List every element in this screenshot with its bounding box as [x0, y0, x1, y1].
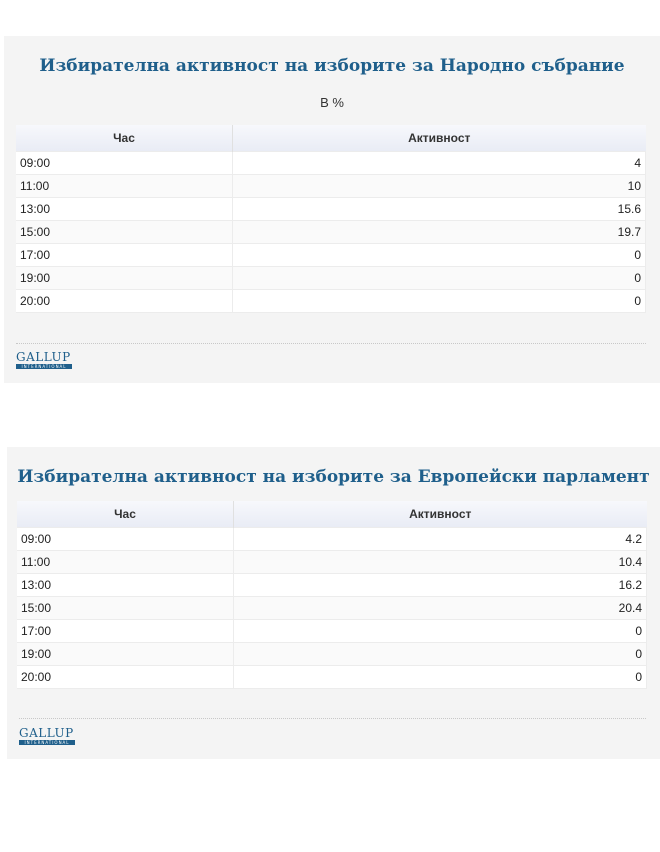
column-header-activity: Активност	[234, 501, 647, 528]
logo-name: GALLUP	[16, 350, 71, 364]
cell-activity: 0	[233, 244, 646, 267]
table-row	[17, 528, 647, 551]
cell-activity: 4	[233, 152, 646, 175]
logo-tagline: INTERNATIONAL	[19, 740, 75, 745]
cell-activity: 15.6	[233, 198, 646, 221]
cell-hour: 15:00	[17, 597, 234, 620]
cell-hour: 11:00	[16, 175, 233, 198]
cell-activity: 10.4	[234, 551, 647, 574]
table-row	[16, 244, 646, 267]
table-row	[16, 152, 646, 175]
gallup-logo	[16, 351, 72, 371]
chart-subtitle: В %	[320, 95, 344, 110]
cell-activity: 0	[234, 666, 647, 689]
cell-activity: 0	[233, 267, 646, 290]
turnout-table	[17, 501, 647, 689]
gallup-logo	[19, 727, 75, 747]
cell-activity: 0	[234, 643, 647, 666]
cell-hour: 17:00	[17, 620, 234, 643]
turnout-table	[16, 125, 646, 313]
cell-activity: 16.2	[234, 574, 647, 597]
cell-activity: 4.2	[234, 528, 647, 551]
cell-hour: 13:00	[17, 574, 234, 597]
table-row	[17, 574, 647, 597]
table-header-row	[17, 501, 647, 528]
table-row	[16, 198, 646, 221]
cell-activity: 0	[234, 620, 647, 643]
cell-hour: 15:00	[16, 221, 233, 244]
cell-hour: 20:00	[16, 290, 233, 313]
cell-activity: 20.4	[234, 597, 647, 620]
logo-tagline: INTERNATIONAL	[16, 364, 72, 369]
column-header-hour: Час	[16, 125, 233, 152]
table-row	[16, 267, 646, 290]
chart-title: Избирателна активност на изборите за Европейски парламент	[17, 467, 650, 487]
cell-hour: 13:00	[16, 198, 233, 221]
cell-activity: 10	[233, 175, 646, 198]
table-row	[16, 175, 646, 198]
table-header-row	[16, 125, 646, 152]
eu-parliament-turnout-panel	[7, 447, 660, 759]
table-row	[17, 551, 647, 574]
chart-title: Избирателна активност на изборите за Народно събрание	[39, 56, 625, 76]
table-row	[16, 290, 646, 313]
table-row	[17, 597, 647, 620]
table-row	[16, 221, 646, 244]
divider	[19, 718, 646, 719]
cell-hour: 09:00	[17, 528, 234, 551]
cell-hour: 09:00	[16, 152, 233, 175]
table-row	[17, 666, 647, 689]
column-header-hour: Час	[17, 501, 234, 528]
cell-hour: 19:00	[17, 643, 234, 666]
cell-hour: 11:00	[17, 551, 234, 574]
cell-hour: 20:00	[17, 666, 234, 689]
logo-name: GALLUP	[19, 726, 74, 740]
table-row	[17, 643, 647, 666]
cell-hour: 19:00	[16, 267, 233, 290]
column-header-activity: Активност	[233, 125, 646, 152]
parliament-turnout-panel	[4, 36, 660, 383]
cell-activity: 0	[233, 290, 646, 313]
table-row	[17, 620, 647, 643]
cell-hour: 17:00	[16, 244, 233, 267]
cell-activity: 19.7	[233, 221, 646, 244]
divider	[16, 343, 646, 344]
